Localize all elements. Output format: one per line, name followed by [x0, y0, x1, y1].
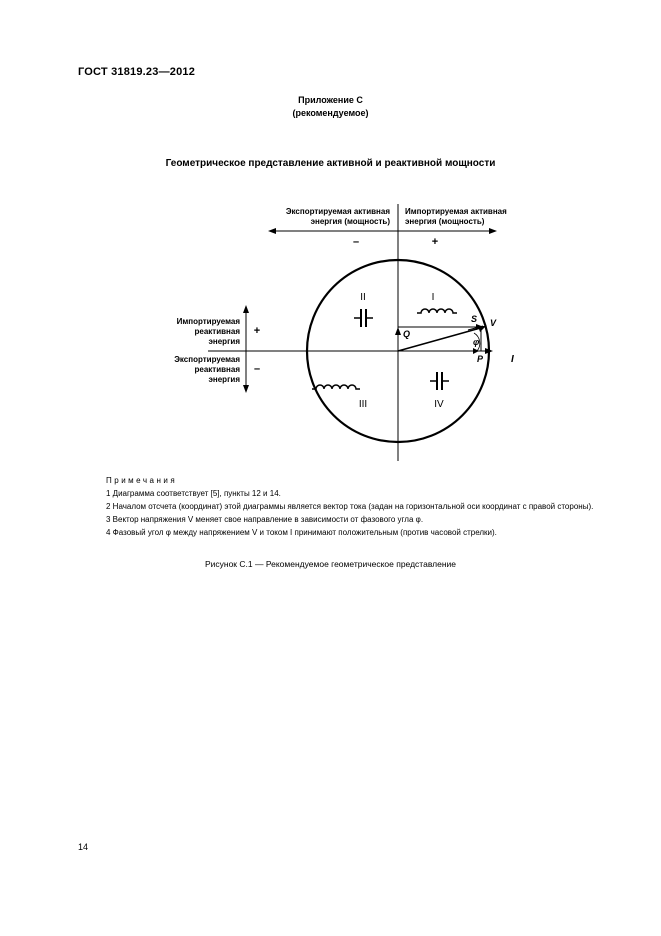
sign-plus-left: + [253, 325, 261, 337]
notes-block [78, 474, 598, 539]
label-exported-reactive-1: Экспортируемая [174, 355, 240, 364]
arrow-down-icon [243, 385, 249, 393]
inductor-icon [312, 385, 360, 389]
label-v: V [490, 318, 497, 328]
note-4: 4 Фазовый угол φ между напряжением V и током I принимают положительным (против часовой стрелки). [106, 528, 497, 537]
arrow-left-icon [268, 228, 276, 234]
annex-status: (рекомендуемое) [292, 108, 369, 118]
label-exported-active-1: Экспортируемая активная [285, 207, 390, 216]
label-exported-active-2: энергия (мощность) [310, 217, 390, 226]
notes-heading: Примечания [106, 476, 178, 485]
document-header: ГОСТ 31819.23—2012 [78, 66, 196, 78]
quadrant-2-label: II [360, 292, 366, 303]
quadrant-3-label: III [358, 399, 368, 410]
page-number: 14 [78, 842, 89, 852]
capacitor-icon [430, 372, 449, 390]
sign-minus-left: – [253, 363, 261, 375]
label-imported-active-2: энергия (мощность) [405, 217, 485, 226]
label-imported-reactive-2: реактивная [194, 327, 240, 336]
figure-title: Геометрическое представление активной и реактивной мощности [165, 158, 496, 169]
inductor-icon [417, 309, 457, 313]
label-exported-reactive-2: реактивная [194, 365, 240, 374]
voltage-vector [398, 327, 484, 351]
sign-plus-top: + [431, 236, 439, 248]
capacitor-icon [354, 309, 373, 327]
label-q: Q [403, 329, 411, 339]
label-exported-reactive-3: энергия [208, 375, 240, 384]
label-i: I [511, 354, 514, 365]
q-arrow-icon [395, 327, 401, 335]
label-p: P [477, 354, 484, 364]
label-imported-reactive-3: энергия [208, 337, 240, 346]
annex-title: Приложение С [298, 95, 363, 105]
note-3: 3 Вектор напряжения V меняет свое направление в зависимости от фазового угла φ. [106, 515, 424, 524]
note-1: 1 Диаграмма соответствует [5], пункты 12 и 14. [106, 489, 281, 498]
arrow-right-icon [489, 228, 497, 234]
sign-minus-top: – [352, 236, 360, 248]
quadrant-4-label: IV [434, 399, 444, 410]
arrow-up-icon [243, 305, 249, 313]
label-imported-active-1: Импортируемая активная [405, 207, 507, 216]
label-phi: φ [473, 337, 480, 347]
label-imported-reactive-1: Импортируемая [176, 317, 240, 326]
figure-caption: Рисунок С.1 — Рекомендуемое геометрическое представление [204, 559, 457, 569]
note-2: 2 Началом отсчета (координат) этой диаграммы является вектор тока (задан на горизонтальной оси координат с правой стороны). [106, 502, 594, 511]
label-s: S [471, 314, 478, 324]
quadrant-1-label: I [431, 292, 435, 303]
